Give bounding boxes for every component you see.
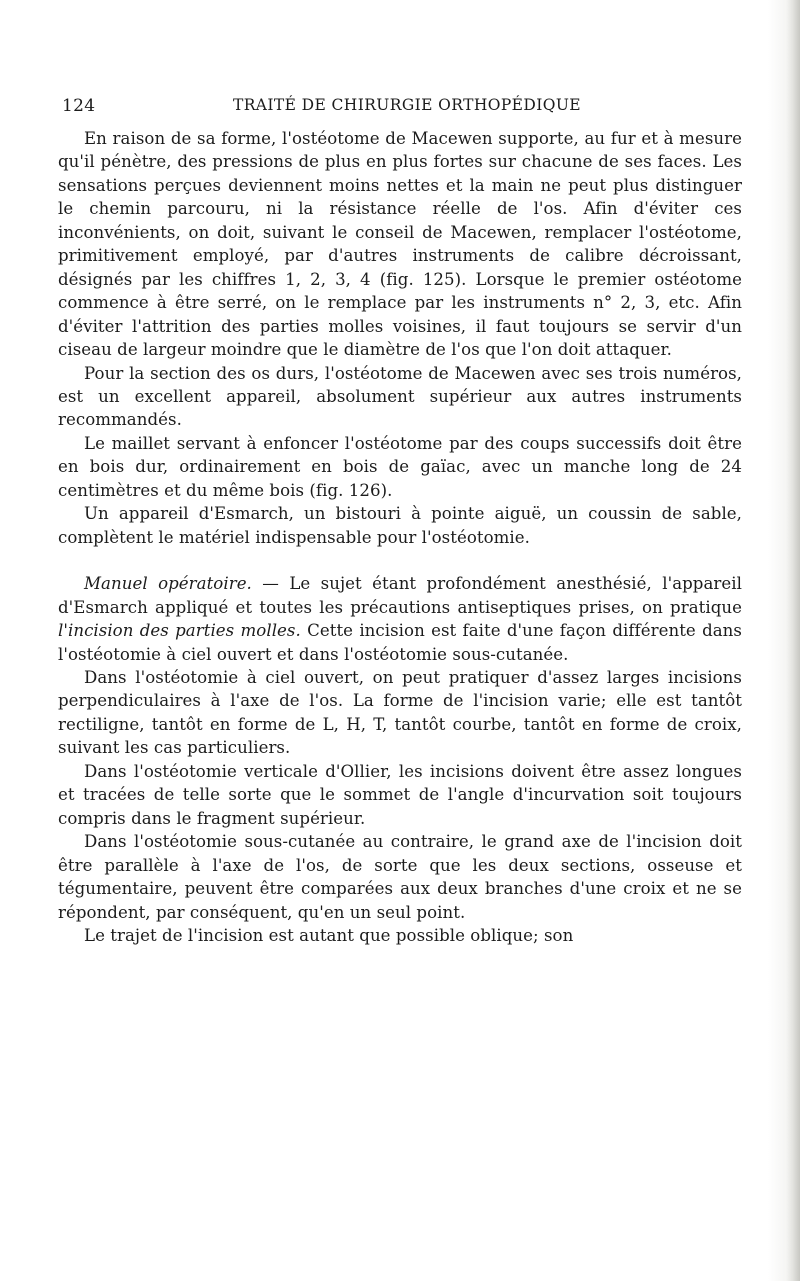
section-heading-manuel-operatoire: Manuel opératoire. xyxy=(84,574,252,594)
paragraph-hard-bone-section: Pour la section des os durs, l'ostéotome de Macewen avec ses trois numéros, est un excellent appareil, absolument supérieur aux autres instruments recommandés. xyxy=(58,363,742,430)
page-edge-shadow xyxy=(786,0,800,1281)
paragraph-ollier-osteotomy: Dans l'ostéotomie verticale d'Ollier, les incisions doivent être assez longues et tracées de telle sorte que le sommet de l'angle d'incurvation soit toujours compris dans le fragment supérieur. xyxy=(58,761,742,828)
paragraph-operative-manual xyxy=(58,572,742,666)
incision-phrase: l'incision des parties molles. xyxy=(58,621,301,641)
paragraph-subcutaneous-osteotomy: Dans l'ostéotomie sous-cutanée au contraire, le grand axe de l'incision doit être parallèle à l'axe de l'os, de sorte que les deux sections, osseuse et tégumentaire, peuvent être comparées aux deux branches d'une croix et ne se répondent, par conséquent, qu'en un seul point. xyxy=(58,832,742,922)
paragraph-macewen-osteotome: En raison de sa forme, l'ostéotome de Macewen supporte, au fur et à mesure qu'il pénètre, des pressions de plus en plus fortes sur chacune de ses faces. Les sensations perçues deviennent moins nettes et la main ne peut plus distinguer le chemin parcouru, ni la résistance réelle de l'os. Afin d'éviter ces inconvénients, on doit, suivant le conseil de Macewen, remplacer l'ostéotome, primitivement employé, par d'autres instruments de calibre décroissant, désignés par les chiffres 1, 2, 3, 4 (fig. 125). Lorsque le premier ostéotome commence à être serré, on le remplace par les instruments n° 2, 3, etc. Afin d'éviter l'attrition des parties molles voisines, il faut toujours se servir d'un ciseau de largeur moindre que le diamètre de l'os que l'on doit attaquer. xyxy=(58,129,742,360)
operative-manual-text-2: Cette incision est faite d'une façon différente dans l'ostéotomie à ciel ouvert et dans l'ostéotomie sous-cutanée. xyxy=(58,621,742,664)
paragraph-mallet: Le maillet servant à enfoncer l'ostéotome par des coups successifs doit être en bois dur, ordinairement en bois de gaïac, avec un manche long de 24 centimètres et du même bois (fig. 126). xyxy=(58,433,742,500)
paragraph-equipment: Un appareil d'Esmarch, un bistouri à pointe aiguë, un coussin de sable, complètent le matériel indispensable pour l'ostéotomie. xyxy=(58,504,742,547)
running-title: TRAITÉ DE CHIRURGIE ORTHOPÉDIQUE xyxy=(232,96,582,114)
paragraph-incision-path: Le trajet de l'incision est autant que possible oblique; son xyxy=(84,925,574,945)
body-text xyxy=(58,127,742,947)
running-header xyxy=(62,92,740,120)
paragraph-open-osteotomy: Dans l'ostéotomie à ciel ouvert, on peut pratiquer d'assez larges incisions perpendiculaires à l'axe de l'os. La forme de l'incision varie; elle est tantôt rectiligne, tantôt en forme de L, H, T, tantôt courbe, tantôt en forme de croix, suivant les cas particuliers. xyxy=(58,667,742,758)
operative-manual-text-1: — Le sujet étant profondément anesthésié, l'appareil d'Esmarch appliqué et toutes les précautions antiseptiques prises, on pratique xyxy=(58,574,742,617)
page-number: 124 xyxy=(62,96,96,116)
